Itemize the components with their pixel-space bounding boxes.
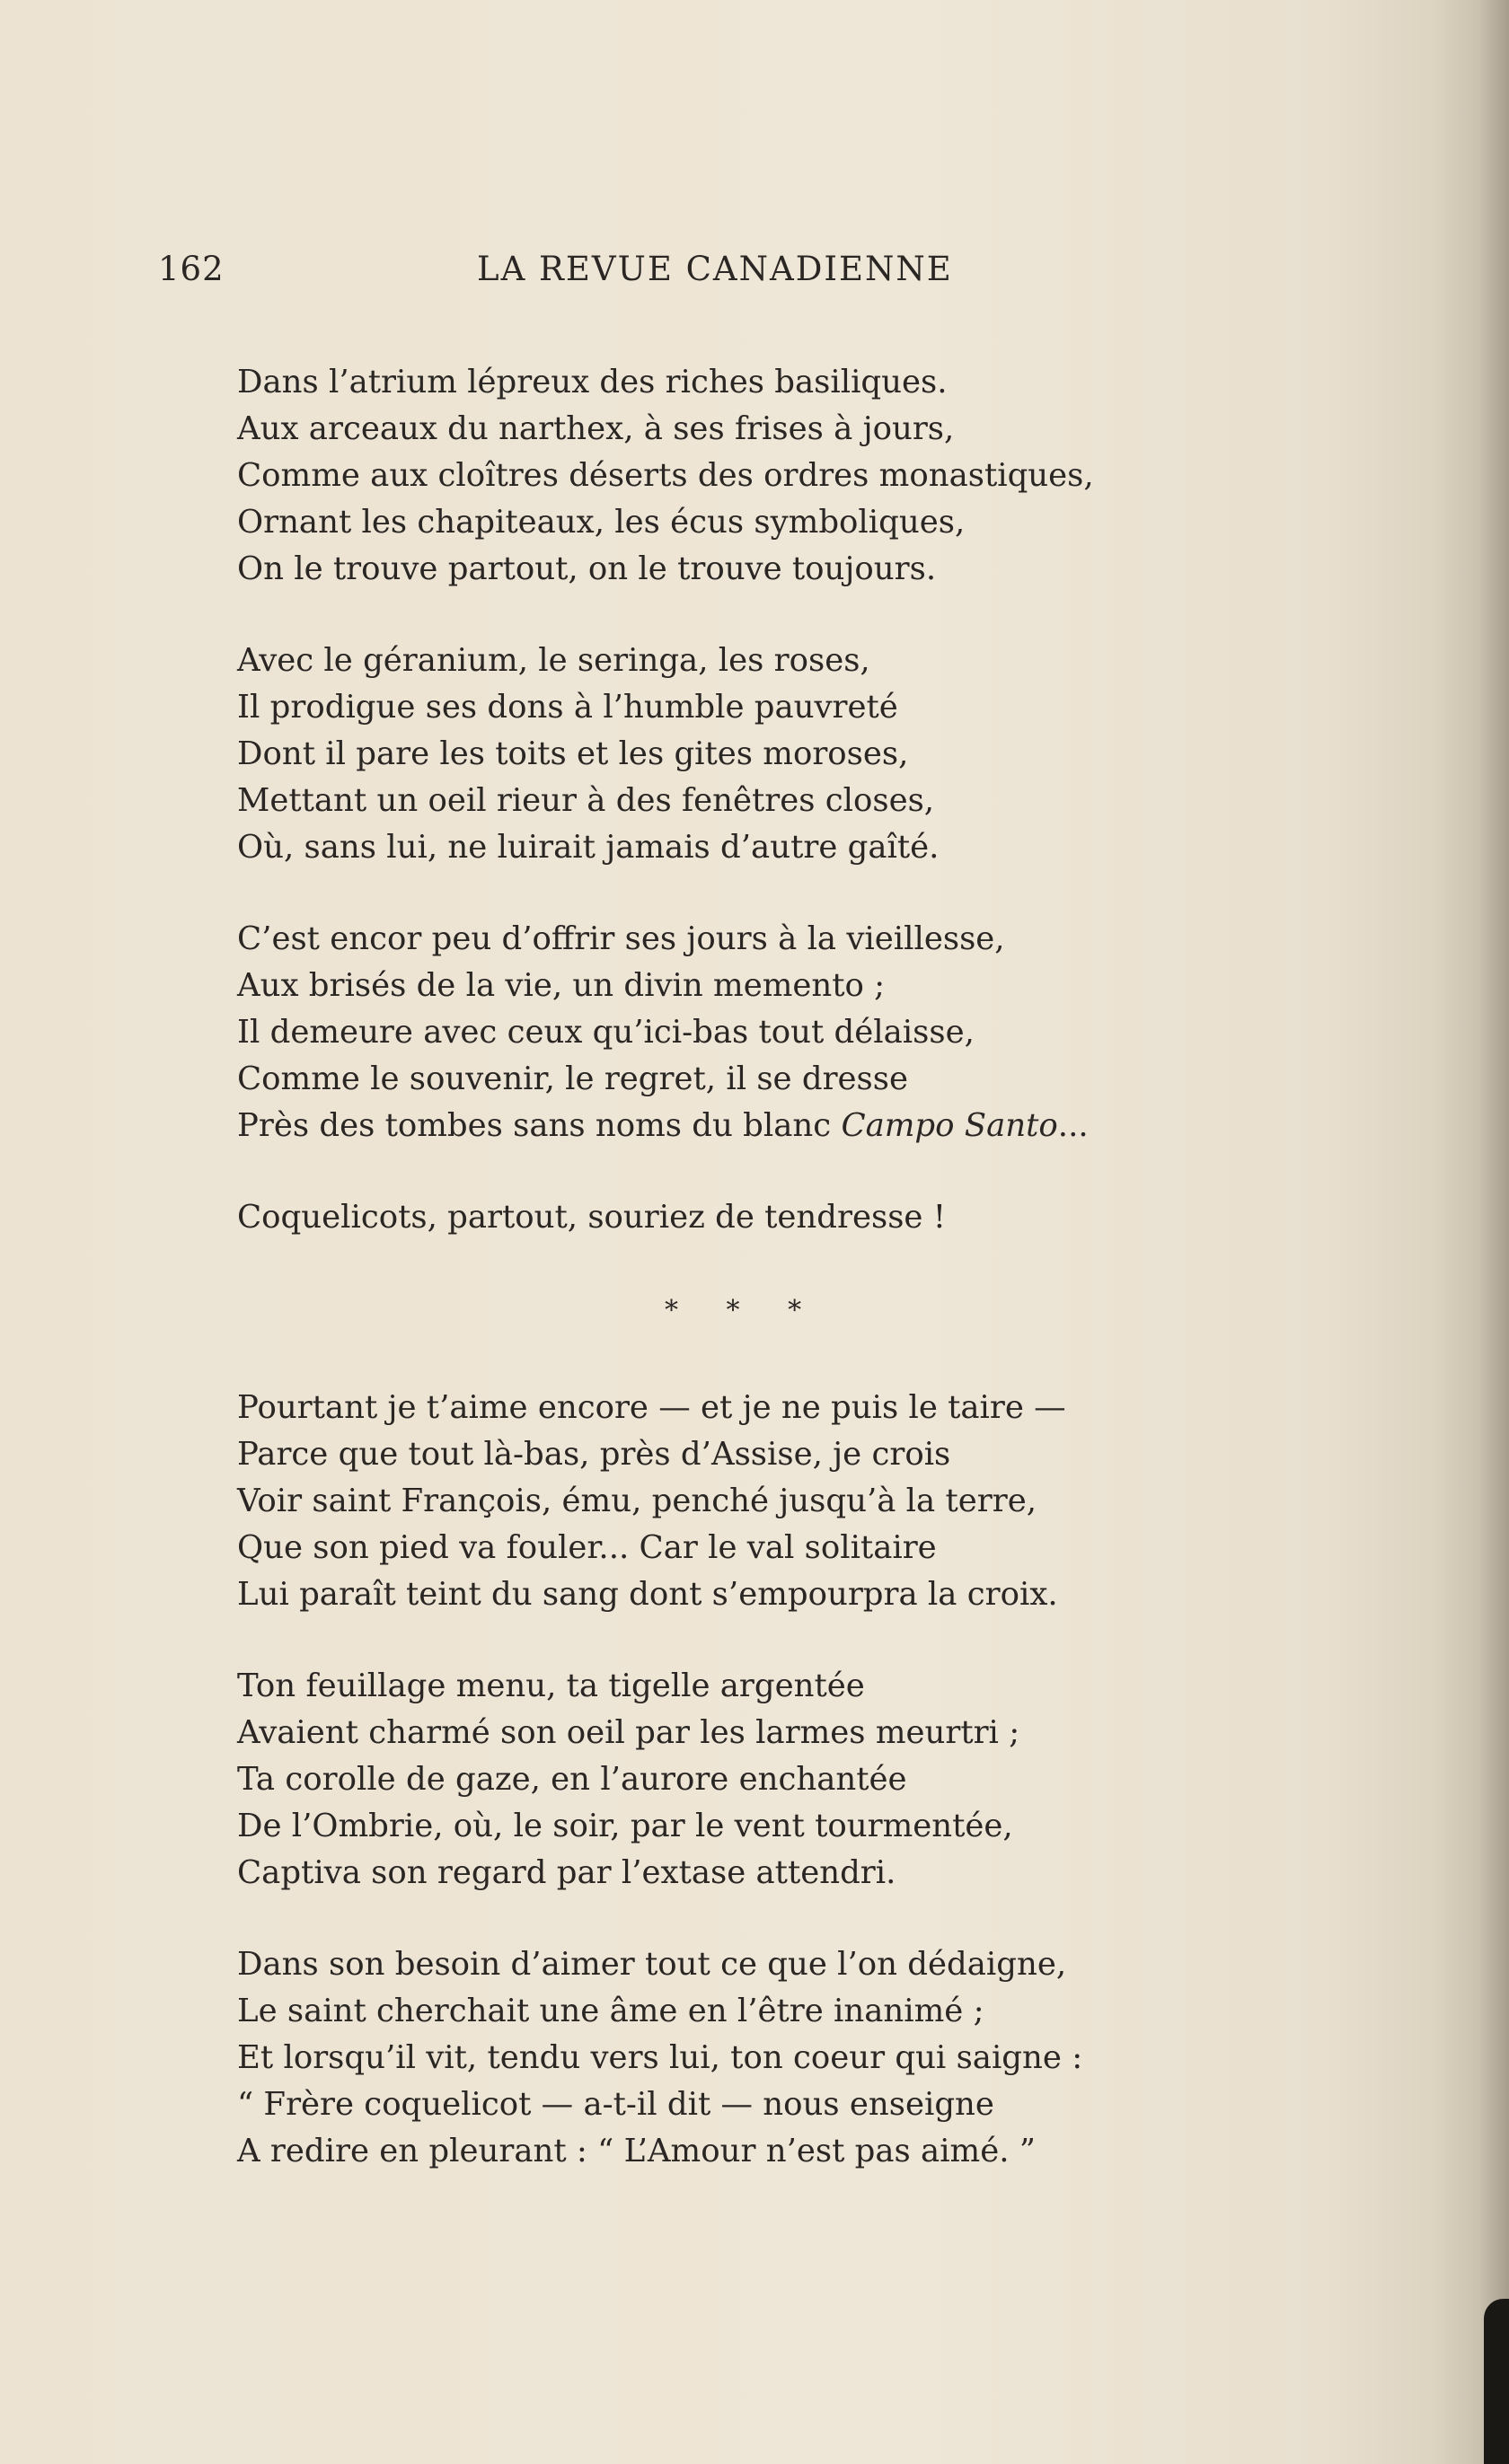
standalone-verse	[237, 1194, 1225, 1241]
stanza-1	[237, 359, 1225, 593]
verse-line: Dans son besoin d’aimer tout ce que l’on dédaigne,	[237, 1946, 1067, 1983]
verse-line: Dont il pare les toits et les gites moroses,	[237, 735, 909, 772]
verse-line: Ornant les chapiteaux, les écus symboliques,	[237, 504, 966, 541]
verse-line: Parce que tout là-bas, près d’Assise, je crois	[237, 1436, 951, 1473]
verse-line: Avec le géranium, le seringa, les roses,	[237, 642, 870, 679]
verse-line: C’est encor peu d’offrir ses jours à la vieillesse,	[237, 920, 1005, 957]
verse-line: On le trouve partout, on le trouve toujours.	[237, 550, 937, 587]
verse-line: Voir saint François, ému, penché jusqu’à la terre,	[237, 1483, 1037, 1519]
verse-line: Il demeure avec ceux qu’ici-bas tout délaisse,	[237, 1014, 975, 1051]
verse-line: Ta corolle de gaze, en l’aurore enchantée	[237, 1761, 907, 1798]
verse-line: Le saint cherchait une âme en l’être inanimé ;	[237, 1993, 984, 2029]
page-number: 162	[158, 250, 225, 288]
verse-line: Et lorsqu’il vit, tendu vers lui, ton coeur qui saigne :	[237, 2039, 1083, 2076]
verse-line	[237, 1103, 1225, 1149]
verse-line: Comme aux cloîtres déserts des ordres monastiques,	[237, 457, 1094, 494]
running-title: LA REVUE CANADIENNE	[477, 250, 953, 288]
verse-line: Comme le souvenir, le regret, il se dresse	[237, 1060, 908, 1097]
stanza-4	[237, 1385, 1225, 1618]
page-corner-background	[1484, 2299, 1509, 2464]
verse-line-text: Près des tombes sans noms du blanc	[237, 1107, 842, 1144]
verse-line: Que son pied va fouler... Car le val solitaire	[237, 1529, 937, 1566]
stanza-3	[237, 916, 1225, 1149]
stanza-6	[237, 1941, 1225, 2175]
verse-line: Coquelicots, partout, souriez de tendresse !	[237, 1199, 946, 1236]
verse-line: Avaient charmé son oeil par les larmes meurtri ;	[237, 1714, 1020, 1751]
verse-line: Il prodigue ses dons à l’humble pauvreté	[237, 689, 898, 726]
verse-line: De l’Ombrie, où, le soir, par le vent tourmentée,	[237, 1808, 1013, 1844]
verse-line: “ Frère coquelicot — a-t-il dit — nous enseigne	[237, 2086, 994, 2123]
verse-line: Aux brisés de la vie, un divin memento ;	[237, 967, 886, 1004]
verse-line: Mettant un oeil rieur à des fenêtres closes,	[237, 782, 935, 819]
verse-line: Dans l’atrium lépreux des riches basiliques.	[237, 364, 948, 400]
poem-body	[237, 359, 1225, 2175]
verse-line: Pourtant je t’aime encore — et je ne puis le taire —	[237, 1389, 1066, 1426]
page-edge-shadow	[1478, 0, 1509, 2464]
verse-line: Captiva son regard par l’extase attendri.	[237, 1854, 896, 1891]
page-header	[158, 250, 1056, 295]
verse-line: Aux arceaux du narthex, à ses frises à jours,	[237, 410, 955, 447]
verse-line: Où, sans lui, ne luirait jamais d’autre gaîté.	[237, 829, 940, 866]
campo-santo-italic: Campo Santo	[841, 1107, 1058, 1144]
ellipsis: ...	[1057, 1107, 1089, 1144]
stanza-2	[237, 638, 1225, 871]
stanza-5	[237, 1663, 1225, 1896]
section-separator-asterism: * * *	[665, 1295, 822, 1326]
verse-line: Ton feuillage menu, ta tigelle argentée	[237, 1668, 865, 1704]
verse-line: A redire en pleurant : “ L’Amour n’est pas aimé. ”	[237, 2133, 1036, 2169]
verse-line: Lui paraît teint du sang dont s’empourpra la croix.	[237, 1576, 1058, 1613]
